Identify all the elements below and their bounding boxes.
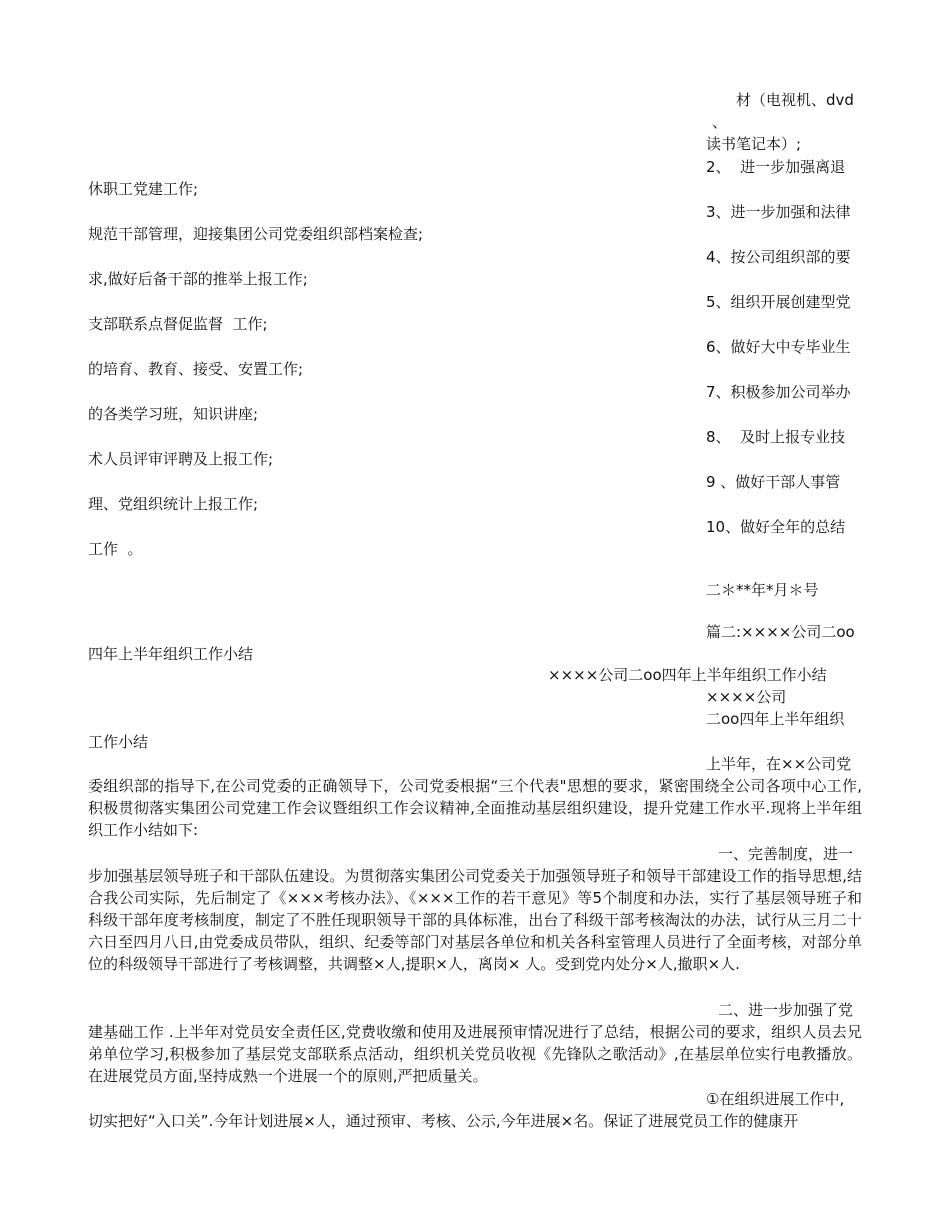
- paragraph-three: 切实把好“入口关”.今年计划进展×人，通过预审、考核、公示,今年进展×名。保证了进展党员工作的健康开: [88, 1112, 799, 1130]
- company-name: ××××公司: [706, 688, 787, 706]
- list-item-10: 10、做好全年的总结: [706, 518, 846, 536]
- section-title: 篇二:××××公司二oo: [706, 623, 855, 641]
- paragraph-one: 步加强基层领导班子和干部队伍建设。为贯彻落实集团公司党委关于加强领导班子和领导干部建设工作的指导思想,结合我公司实际，先后制定了《×××考核办法》、《×××工作的若干意见》等5个制度和办法，实行了基层领导班子和科级干部年度考核制度，制定了不胜任现职领导干部的具体标准，出台了科级干部考核淘汰的办法，试行从三月二十六日至四月八日,由党委成员带队，组织、纪委等部门对基层各单位和机关各科室管理人员进行了全面考核，对部分单位的科级领导干部进行了考核调整，共调整×人,提职×人，离岗× 人。受到党内处分×人,撤职×人.: [88, 867, 862, 973]
- paragraph-intro: 委组织部的指导下,在公司党委的正确领导下，公司党委根据“三个代表"思想的要求，紧密围绕全公司各项中心工作,积极贯彻落实集团公司党建工作会议暨组织工作会议精神,全面推动基层组织建设，提升党建工作水平.现将上半年组织工作小结如下:: [88, 777, 862, 839]
- list-item-7-cont: 的各类学习班，知识讲座;: [88, 405, 259, 423]
- list-item-9: 9 、做好干部人事管: [706, 473, 841, 491]
- list-item-3: 3、进一步加强和法律: [706, 203, 851, 221]
- list-item-7: 7、积极参加公司举办: [706, 383, 851, 401]
- text-line: 读书笔记本）;: [706, 135, 802, 153]
- section-title-cont: 四年上半年组织工作小结: [88, 645, 254, 663]
- list-item-4-cont: 求,做好后备干部的推举上报工作;: [88, 270, 308, 288]
- list-item-10-cont: 工作 。: [88, 540, 143, 558]
- list-item-4: 4、按公司组织部的要: [706, 248, 851, 266]
- heading-two: 二、进一步加强了党: [718, 1001, 854, 1019]
- list-item-8-cont: 术人员评审评聘及上报工作;: [88, 450, 274, 468]
- report-heading: ××××公司二oo四年上半年组织工作小结: [548, 666, 827, 684]
- list-item-2-cont: 休职工党建工作;: [88, 180, 199, 198]
- report-subtitle: 二oo四年上半年组织: [706, 710, 845, 728]
- list-item-6: 6、做好大中专毕业生: [706, 338, 851, 356]
- paragraph-two: 建基础工作 .上半年对党员安全责任区,党费收缴和使用及进展预审情况进行了总结，根据公司的要求，组织人员去兄弟单位学习,积极参加了基层党支部联系点活动，组织机关党员收视《先锋队之歌活动》,在基层单位实行电教播放。在进展党员方面,坚持成熟一个进展一个的原则,严把质量关。: [88, 1023, 862, 1085]
- list-item-3-cont: 规范干部管理，迎接集团公司党委组织部档案检查;: [88, 225, 424, 243]
- list-item-9-cont: 理、党组织统计上报工作;: [88, 495, 259, 513]
- heading-one: 一、完善制度，进一: [718, 845, 854, 863]
- para-lead: 上半年，在××公司党: [706, 755, 852, 773]
- text-line: 、: [712, 113, 728, 131]
- date-line: 二＊**年*月＊号: [706, 581, 819, 599]
- heading-three: ①在组织进展工作中,: [706, 1090, 845, 1108]
- list-item-5-cont: 支部联系点督促监督 工作;: [88, 315, 268, 333]
- report-subtitle-cont: 工作小结: [88, 733, 149, 751]
- list-item-6-cont: 的培育、教育、接受、安置工作;: [88, 360, 304, 378]
- list-item-2: 2、 进一步加强离退: [706, 158, 846, 176]
- text-line: 材（电视机、dvd: [736, 91, 854, 109]
- list-item-8: 8、 及时上报专业技: [706, 428, 846, 446]
- list-item-5: 5、组织开展创建型党: [706, 293, 851, 311]
